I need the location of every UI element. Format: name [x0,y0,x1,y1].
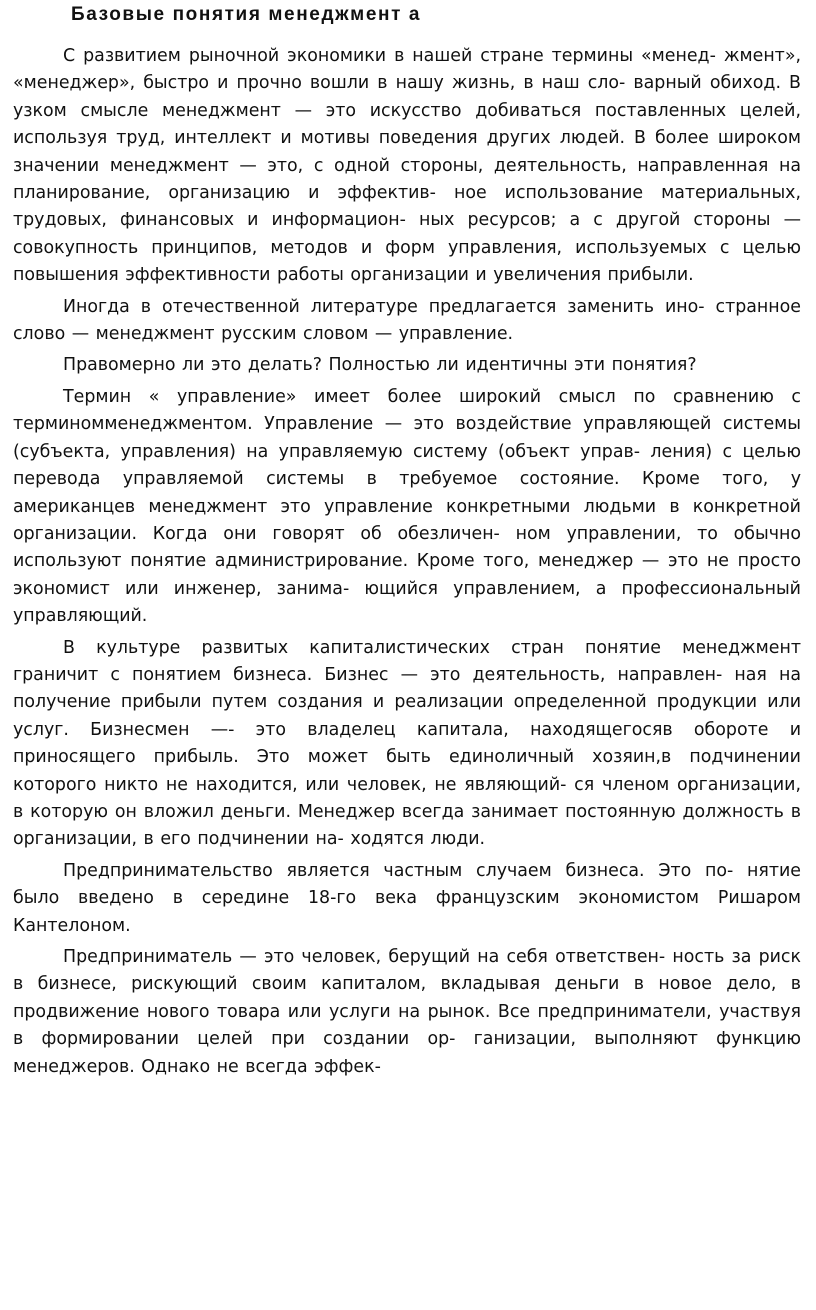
paragraph-upravlenie-term: Термин « управление» имеет более широкий смысл по сравнению с терминомменеджментом. Управление — это воздействие управляющей системы (субъекта, управления) на управляемую систему (объект управ- ления) с целью перевода управляемой системы в требуемое состояние. Кроме того, у американцев менеджмент это управление конкретными людьми в конкретной организации. Когда они говорят об обезличен- ном управлении, то обычно используют понятие администрирование. Кроме того, менеджер — это не просто экономист или инженер, занима- ющийся управлением, а профессиональный управляющий. [13,386,801,627]
document-title: Базовые понятия менеджмент а [71,4,422,25]
document-page [13,0,801,1085]
paragraph-management-definition: С развитием рыночной экономики в нашей стране термины «менед- жмент», «менеджер», быстро и прочно вошли в нашу жизнь, в наш сло- варный обиход. В узком смысле менеджмент — это искусство добиваться поставленных целей, используя труд, интеллект и мотивы поведения других людей. В более широком значении менеджмент — это, с одной стороны, деятельность, направленная на планирование, организацию и эффектив- ное использование материальных, трудовых, финансовых и информацион- ных ресурсов; а с другой стороны — совокупность принципов, методов и форм управления, используемых с целью повышения эффективности работы организации и увеличения прибыли. [13,46,801,286]
paragraph-question: Правомерно ли это делать? Полностью ли идентичны эти понятия? [63,355,697,376]
paragraph-entrepreneurship: Предпринимательство является частным случаем бизнеса. Это по- нятие было введено в середине 18-го века французским экономистом Ришаром Кантелоном. [13,860,801,936]
paragraph-business: В культуре развитых капиталистических стран понятие менеджмент граничит с понятием бизнеса. Бизнес — это деятельность, направлен- ная на получение прибыли путем создания и реализации определенной продукции или услуг. Бизнесмен —- это владелец капитала, находящегосяв обороте и приносящего прибыль. Это может быть единоличный хозяин,в подчинении которого никто не находится, или человек, не являющий- ся членом организации, в которую он вложил деньги. Менеджер всегда занимает постоянную должность в организации, в его подчинении на- ходятся люди. [13,637,801,850]
document-body [13,43,801,1081]
paragraph-replace-term: Иногда в отечественной литературе предлагается заменить ино- странное слово — менеджмент русским словом — управление. [13,296,801,345]
paragraph-entrepreneur: Предприниматель — это человек, берущий на себя ответствен- ность за риск в бизнесе, рискующий своим капиталом, вкладывая деньги в новое дело, в продвижение нового товара или услуги на рынок. Все предприниматели, участвуя в формировании целей при создании ор- ганизации, выполняют функцию менеджеров. Однако не всегда эффек- [13,947,801,1077]
